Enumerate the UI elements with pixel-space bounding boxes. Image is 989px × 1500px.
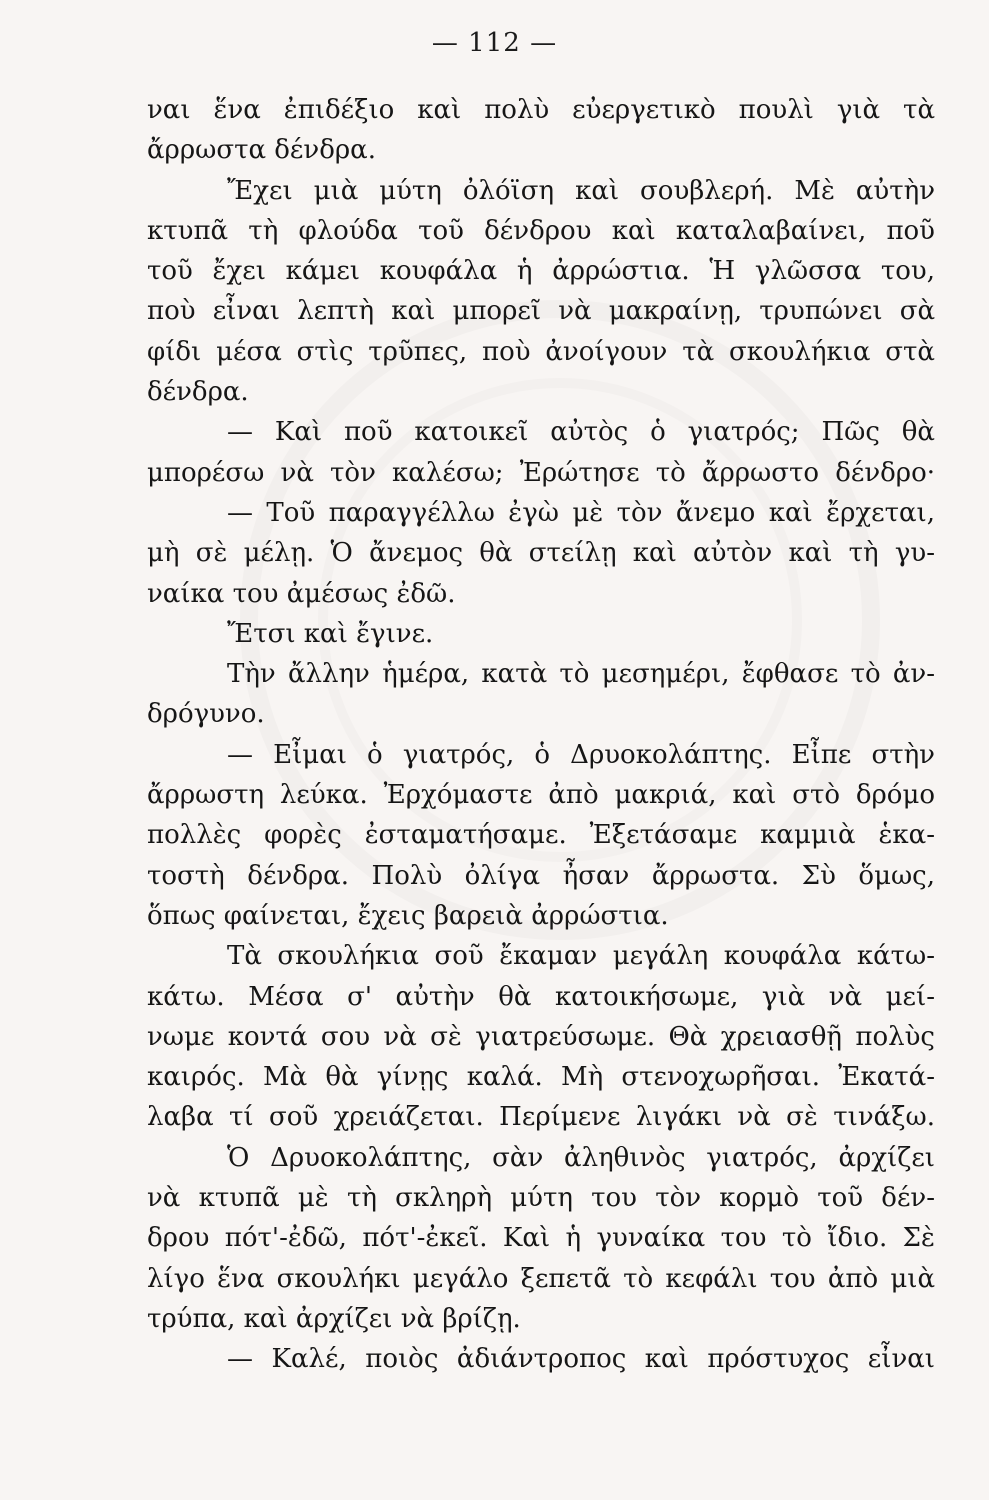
text-line: τοστὴ δένδρα. Πολὺ ὀλίγα ἦσαν ἄρρωστα. Σὺ ὅμως, xyxy=(147,860,935,891)
text-line: τρύπα, καὶ ἀρχίζει νὰ βρίζῃ. xyxy=(147,1303,521,1334)
text-line: δρόγυνο. xyxy=(147,699,265,730)
text-line: — Τοῦ παραγγέλλω ἐγὼ μὲ τὸν ἄνεμο καὶ ἔρχεται, xyxy=(227,497,935,528)
text-line: φίδι μέσα στὶς τρῦπες, ποὺ ἀνοίγουν τὰ σκουλήκια στὰ xyxy=(147,336,935,367)
text-line: νὰ κτυπᾶ μὲ τὴ σκληρὴ μύτη του τὸν κορμὸ τοῦ δέν- xyxy=(147,1183,935,1214)
text-line: τοῦ ἔχει κάμει κουφάλα ἡ ἀρρώστια. Ἡ γλῶσσα του, xyxy=(147,256,935,287)
text-line: νωμε κοντά σου νὰ σὲ γιατρεύσωμε. Θὰ χρειασθῇ πολὺς xyxy=(147,1021,935,1052)
body-text xyxy=(147,90,935,1380)
text-line: ἄρρωστη λεύκα. Ἐρχόμαστε ἀπὸ μακριά, καὶ στὸ δρόμο xyxy=(147,780,935,811)
text-line: ναίκα του ἀμέσως ἐδῶ. xyxy=(147,578,456,609)
text-line: ναι ἕνα ἐπιδέξιο καὶ πολὺ εὐεργετικὸ πουλὶ γιὰ τὰ xyxy=(147,95,935,125)
text-line: δρου πότ'-ἐδῶ, πότ'-ἐκεῖ. Καὶ ἡ γυναίκα του τὸ ἴδιο. Σὲ xyxy=(147,1223,935,1254)
text-line: καιρός. Μὰ θὰ γίνῃς καλά. Μὴ στενοχωρῆσαι. Ἐκατά- xyxy=(147,1062,935,1093)
text-line: Τὴν ἄλλην ἡμέρα, κατὰ τὸ μεσημέρι, ἔφθασε τὸ ἀν- xyxy=(227,659,935,690)
text-line: — Καὶ ποῦ κατοικεῖ αὐτὸς ὁ γιατρός; Πῶς θὰ xyxy=(227,417,935,448)
text-line: μὴ σὲ μέλῃ. Ὁ ἄνεμος θὰ στείλῃ καὶ αὐτὸν καὶ τὴ γυ- xyxy=(147,538,935,569)
text-line: — Καλέ, ποιὸς ἀδιάντροπος καὶ πρόστυχος εἶναι xyxy=(227,1344,935,1375)
page-number: — 112 — xyxy=(431,28,558,58)
text-line: κτυπᾶ τὴ φλούδα τοῦ δένδρου καὶ καταλαβαίνει, ποῦ xyxy=(147,215,935,246)
text-line: Ἔχει μιὰ μύτη ὀλόϊση καὶ σουβλερή. Μὲ αὐτὴν xyxy=(227,175,935,206)
text-line: ἄρρωστα δένδρα. xyxy=(147,135,376,166)
text-line: πολλὲς φορὲς ἐσταματήσαμε. Ἐξετάσαμε καμμιὰ ἑκα- xyxy=(147,820,935,851)
text-line: κάτω. Μέσα σ' αὐτὴν θὰ κατοικήσωμε, γιὰ νὰ μεί- xyxy=(147,981,935,1012)
text-line: — Εἶμαι ὁ γιατρός, ὁ Δρυοκολάπτης. Εἶπε στὴν xyxy=(227,739,935,770)
text-line: δένδρα. xyxy=(147,377,249,408)
text-line: Ὁ Δρυοκολάπτης, σὰν ἀληθινὸς γιατρός, ἀρχίζει xyxy=(227,1142,935,1173)
text-line: ποὺ εἶναι λεπτὴ καὶ μπορεῖ νὰ μακραίνῃ, τρυπώνει σὰ xyxy=(147,296,935,327)
text-line: μπορέσω νὰ τὸν καλέσω; Ἐρώτησε τὸ ἄρρωστο δένδρο· xyxy=(147,457,935,488)
text-line: Ἔτσι καὶ ἔγινε. xyxy=(227,618,434,649)
text-line: ὅπως φαίνεται, ἔχεις βαρειὰ ἀρρώστια. xyxy=(147,900,669,931)
text-line: Τὰ σκουλήκια σοῦ ἔκαμαν μεγάλη κουφάλα κάτω- xyxy=(227,941,935,972)
text-line: λαβα τί σοῦ χρειάζεται. Περίμενε λιγάκι νὰ σὲ τινάξω. xyxy=(147,1102,935,1133)
text-line: λίγο ἕνα σκουλήκι μεγάλο ξεπετᾶ τὸ κεφάλι του ἀπὸ μιὰ xyxy=(147,1263,935,1294)
